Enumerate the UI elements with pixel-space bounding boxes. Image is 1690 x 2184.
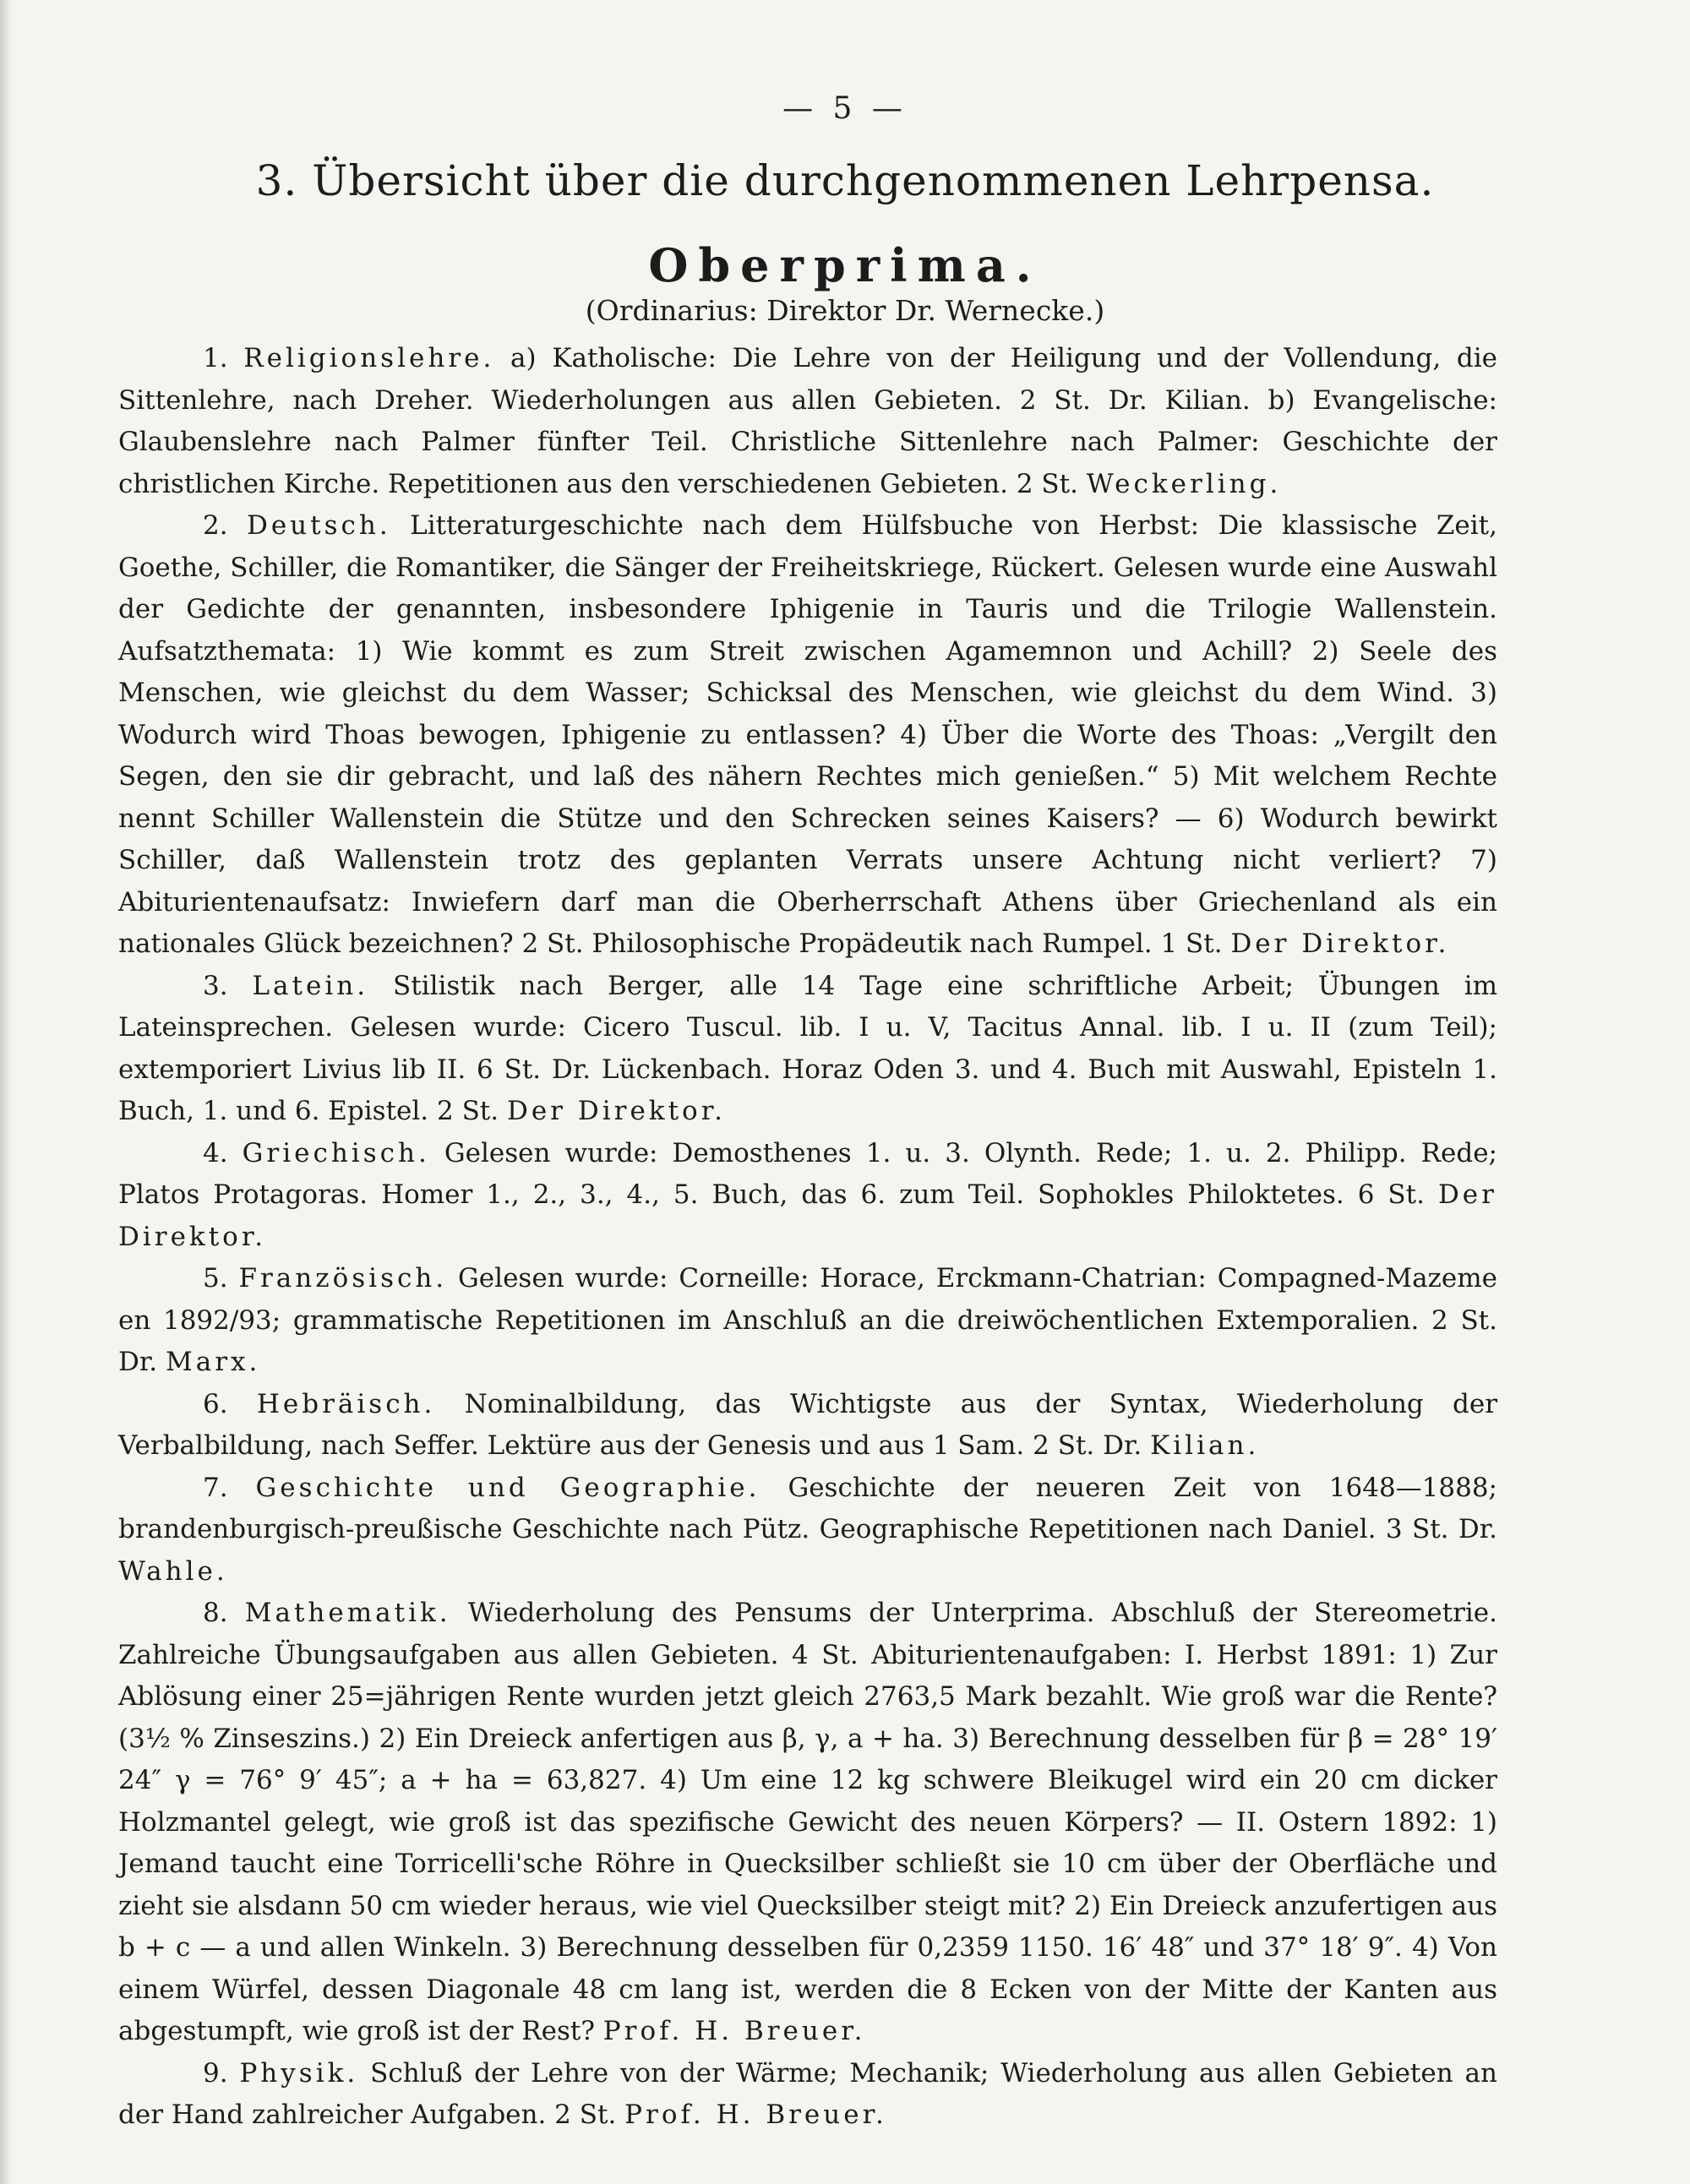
item-number: 7. [203, 1472, 228, 1503]
item-text: Geschichte der neueren Zeit von 1648—1888; brandenburgisch-preußische Geschichte nach Pütz. Geographische Repetitionen nach Daniel. 3 St. Dr. [118, 1472, 1497, 1544]
item-text: Nominalbildung, das Wichtigste aus der Syntax, Wiederholung der Verbalbildung, nach Seffer. Lektüre aus der Genesis und aus 1 Sam. 2 St. Dr. [118, 1388, 1498, 1461]
item-number: 8. [203, 1598, 228, 1628]
subject-paragraph-latein [118, 966, 1497, 1133]
item-text: a) Katholische: Die Lehre von der Heiligung und der Vollendung, die Sittenlehre, nach Dreher. Wiederholungen aus allen Gebieten. 2 St. Dr. Kilian. b) Evangelische: Glaubenslehre nach Palmer fünfter Teil. Christliche Sittenlehre nach Palmer: Geschichte der christlichen Kirche. Repetitionen aus den verschiedenen Gebieten. 2 St. [118, 343, 1497, 499]
curriculum-body [118, 338, 1497, 2137]
subject-paragraph-deutsch [118, 505, 1497, 966]
item-number: 4. [203, 1137, 228, 1168]
subject-name: Latein. [252, 970, 369, 1001]
teacher-name: Der Direktor. [506, 1096, 726, 1126]
item-text: Gelesen wurde: Demosthenes 1. u. 3. Olynth. Rede; 1. u. 2. Philipp. Rede; Platos Protagoras. Homer 1., 2., 3., 4., 5. Buch, das 6. zum Teil. Sophokles Philoktetes. 6 St. [118, 1137, 1498, 1210]
item-number: 6. [203, 1388, 228, 1419]
subject-paragraph-franzoesisch [118, 1258, 1497, 1384]
subject-paragraph-religion [118, 338, 1497, 505]
section-title: 3. Übersicht über die durchgenommenen Lehrpensa. [255, 156, 1435, 205]
subject-name: Französisch. [238, 1263, 448, 1294]
item-number: 1. [203, 343, 228, 373]
subject-name: Geschichte und Geographie. [255, 1472, 760, 1503]
class-heading: Oberprima. [648, 238, 1042, 292]
subject-name: Deutsch. [246, 510, 391, 541]
teacher-name: Weckerling. [1086, 468, 1282, 499]
item-text: Schluß der Lehre von der Wärme; Mechanik; Wiederholung aus allen Gebieten an der Hand zahlreicher Aufgaben. 2 St. [118, 2057, 1497, 2130]
subject-paragraph-hebraeisch [118, 1384, 1497, 1468]
item-text: Stilistik nach Berger, alle 14 Tage eine schriftliche Arbeit; Übungen im Lateinsprechen. Gelesen wurde: Cicero Tuscul. lib. I u. V, Tacitus Annal. lib. I u. II (zum Teil); extemporiert Livius lib II. 6 St. Dr. Lückenbach. Horaz Oden 3. und 4. Buch mit Auswahl, Episteln 1. Buch, 1. und 6. Epistel. 2 St. [118, 970, 1498, 1126]
teacher-name: Prof. H. Breuer. [602, 2016, 866, 2046]
subject-name: Griechisch. [242, 1137, 430, 1168]
subject-name: Religionslehre. [243, 343, 495, 373]
item-text: Wiederholung des Pensums der Unterprima. Abschluß der Stereometrie. Zahlreiche Übungsaufgaben aus allen Gebieten. 4 St. Abiturientenaufgaben: I. Herbst 1891: 1) Zur Ablösung einer 25=jährigen Rente wurden jetzt gleich 2763,5 Mark bezahlt. Wie groß war die Rente? (3½ % Zinseszins.) 2) Ein Dreieck anfertigen aus β, γ, a + ha. 3) Berechnung desselben für β = 28° 19′ 24″ γ = 76° 9′ 45″; a + ha = 63,827. 4) Um eine 12 kg schwere Bleikugel wird ein 20 cm dicker Holzmantel gelegt, wie groß ist das spezifische Gewicht des neuen Körpers? — II. Ostern 1892: 1) Jemand taucht eine Torricelli'sche Röhre in Quecksilber schließt sie 10 cm über der Oberfläche und zieht sie alsdann 50 cm wieder heraus, wie viel Quecksilber steigt mit? 2) Ein Dreieck anzufertigen aus b + c — a und allen Winkeln. 3) Berechnung desselben für 0,2359 1150. 16′ 48″ und 37° 18′ 9″. 4) Von einem Würfel, dessen Diagonale 48 cm lang ist, werden die 8 Ecken von der Mitte der Kanten aus abgestumpft, wie groß ist der Rest? [118, 1598, 1498, 2046]
subject-name: Physik. [239, 2057, 359, 2089]
item-number: 3. [203, 970, 228, 1001]
page-number: — 5 — [782, 91, 908, 126]
subject-paragraph-mathematik [118, 1593, 1497, 2053]
subject-paragraph-griechisch [118, 1133, 1497, 1259]
teacher-name: Der Direktor. [1230, 929, 1450, 959]
subject-name: Mathematik. [244, 1598, 451, 1628]
subject-name: Hebräisch. [256, 1388, 436, 1419]
teacher-name: Prof. H. Breuer. [624, 2100, 887, 2130]
scan-edge-shadow [0, 0, 12, 2184]
ordinarius-line: (Ordinarius: Direktor Dr. Wernecke.) [585, 294, 1105, 327]
teacher-name: Marx. [165, 1347, 261, 1377]
item-number: 9. [203, 2057, 228, 2089]
subject-paragraph-physik [118, 2053, 1497, 2137]
subject-paragraph-geschichte [118, 1468, 1497, 1593]
item-text: Gelesen wurde: Corneille: Horace, Erckmann-Chatrian: Compagned-Mazeme en 1892/93; grammatische Repetitionen im Anschluß an die dreiwöchentlichen Extemporalien. 2 St. Dr. [118, 1263, 1497, 1377]
teacher-name: Kilian. [1150, 1430, 1260, 1461]
item-text: Litteraturgeschichte nach dem Hülfsbuche von Herbst: Die klassische Zeit, Goethe, Schiller, die Romantiker, die Sänger der Freiheitskriege, Rückert. Gelesen wurde eine Auswahl der Gedichte der genannten, insbesondere Iphigenie in Tauris und die Trilogie Wallenstein. Aufsatzthemata: 1) Wie kommt es zum Streit zwischen Agamemnon und Achill? 2) Seele des Menschen, wie gleichst du dem Wasser; Schicksal des Menschen, wie gleichst du dem Wind. 3) Wodurch wird Thoas bewogen, Iphigenie zu entlassen? 4) Über die Worte des Thoas: „Vergilt den Segen, den sie dir gebracht, und laß des nähern Rechtes mich genießen.“ 5) Mit welchem Rechte nennt Schiller Wallenstein die Stütze und den Schrecken seines Kaisers? — 6) Wodurch bewirkt Schiller, daß Wallenstein trotz des geplanten Verrats unsere Achtung nicht verliert? 7) Abiturientenaufsatz: Inwiefern darf man die Oberherrschaft Athens über Griechenland als ein nationales Glück bezeichnen? 2 St. Philosophische Propädeutik nach Rumpel. 1 St. [118, 510, 1497, 959]
item-number: 2. [203, 510, 228, 541]
item-number: 5. [203, 1263, 228, 1294]
teacher-name: Wahle. [118, 1555, 228, 1587]
teacher-name: Der Direktor. [118, 1179, 1497, 1252]
